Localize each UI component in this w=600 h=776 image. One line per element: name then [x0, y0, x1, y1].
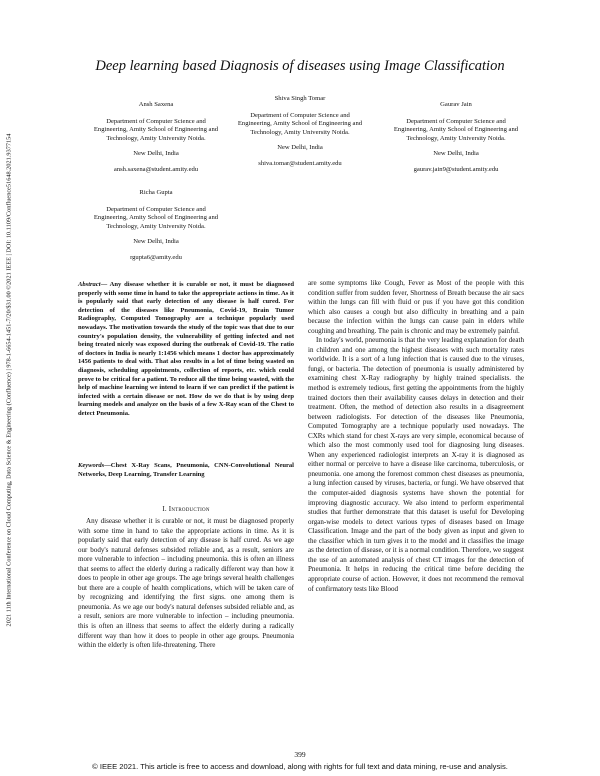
keywords	[78, 462, 294, 479]
author-affiliation: Department of Computer Science and Engineering, Amity School of Engineering and Technology, Amity University Noida.	[93, 117, 219, 142]
author-block	[92, 101, 220, 175]
author-block	[92, 189, 220, 263]
right-column	[308, 279, 524, 594]
author-name: Gaurav Jain	[440, 101, 472, 108]
author-email: shiva.tomar@student.amity.edu	[258, 159, 342, 167]
section-heading: I. Introduction	[162, 505, 210, 513]
author-city: New Delhi, India	[133, 150, 179, 158]
abstract-text: — Any disease whether it is curable or not, it must be diagnosed properly with some time in hand to take the appropriate actions in time. As it is popularly said that early detection of any disease is half cured. For detection of the diseases like Pneumonia, Covid-19, Brain Tumor Radiography, Computed Tomography are a technique popularly used nowadays. The motivation towards the study of the topic was that due to our country's population density, the vulnerability of getting infected and not being treated nicely was exposed during the outbreak of Covid-19. The ratio of doctors in India is nearly 1:1456 which means 1 doctor has approximately 1456 patients to deal with. That also results in a lot of time being wasted on diagnosis, scheduling appointments, collection of reports, etc. which could prove to be critical for a patient. To reduce all the time being wasted, with the help of machine learning we intend to learn if we can predict if the patient is infected with a certain disease or not. How do we do that is by using deep learning models and analyze on the basis of a few X-Ray scan of the Chest to detect Pneumonia.	[78, 281, 294, 417]
conference-sidebar	[2, 60, 16, 700]
author-name: Shiva Singh Tomar	[274, 95, 326, 102]
introduction-paragraph: Any disease whether it is curable or not, it must be diagnosed properly with some time in hand to take the appropriate actions in time. As it is popularly said that early detection of any disease is half cured. As we age our body's natural defenses subsided reliable and, as a result, seniors are more vulnerable to infection – including pneumonia. this is often an illness that seems to affect the elderly during a radically different way than how it does to people in other age groups. The age brings several health challenges but there are a couple of health complications, which will be taken care of by recognizing and identifying the first signs. one among them is pneumonia. As we age our body's natural defenses subsided reliable and, as a result, seniors are more vulnerable to infection – including pneumonia. this is often an illness that seems to affect the elderly during a radically different way than how it does to people in other age groups. Pneumonia within the elderly is often life-threatening. There	[78, 517, 294, 650]
author-city: New Delhi, India	[277, 144, 323, 152]
author-email: ansh.saxena@student.amity.edu	[113, 165, 199, 173]
conference-citation: 2021 11th International Conference on Cloud Computing, Data Science & Engineering (Confluence) | 978-1-6654-1451-7/20/$31.00 ©2021 IEEE | DOI: 10.1109/Confluence51648.2021.9377154	[5, 133, 13, 627]
author-block	[236, 95, 364, 169]
author-block	[392, 101, 520, 175]
author-city: New Delhi, India	[433, 150, 479, 158]
author-city: New Delhi, India	[133, 238, 179, 246]
author-name: Ansh Saxena	[138, 101, 174, 108]
author-affiliation: Department of Computer Science and Engineering, Amity School of Engineering and Technology, Amity University Noida.	[393, 117, 519, 142]
keywords-text: —Chest X-Ray Scans, Pneumonia, CNN-Convolutional Neural Networks, Deep Learning, Transfer Learning	[78, 462, 294, 478]
author-email: gaurav.jain9@student.amity.edu	[413, 165, 499, 173]
page-number: 399	[294, 750, 306, 759]
abstract	[78, 281, 294, 419]
body-paragraph: In today's world, pneumonia is that the very leading explanation for death in children and one among the highest diseases with such mortality rates worldwide. It is a sort of a lung infection that is caused due to the viruses, fungi, or bacteria. The detection of pneumonia is usually administered by examining chest X-Ray radiography by highly trained specialists. the method is extremely tedious, first getting the appointments from the highly trained doctors then their availability causes delays in detection and their treatment. Often, the method of detection also results in a disagreement between radiologists. For detection of the diseases like Pneumonia, Computed Tomography are a technique popularly used nowadays. The CXRs which stand for chest X-rays are very simple, economical because of which also the most commonly used tool for diagnosing lung diseases. When any experienced radiologist interprets an X-ray it is diagnosed as either normal or perceive to have a disease like carcinoma, tuberculosis, or pneumonia. one among the foremost common chest diseases as pneumonia, a lung infection caused by viruses, bacteria, or fungi. We have observed that the computer-aided diagnosis systems have shown the potential for improving diagnostic accuracy. We also intend to perform experimental studies that further demonstrate that this dataset is useful for Developing organ-wise models to detect various types of diseases based on Image Classification. Image and the part of the body given as input and given to the classifier which in turn gives it to the model and it classifies the image as the detection of disease, or it is a normal condition. Therefore, we suggest the use of an automated analysis of chest CT images for the detection of Pneumonia. It helps in reducing the critical time before deciding the appropriate course of action. However, it does not recommend the removal of confirmatory tests like Blood	[308, 336, 524, 593]
keywords-lead: Keywords	[78, 462, 105, 469]
author-affiliation: Department of Computer Science and Engineering, Amity School of Engineering and Technology, Amity University Noida.	[237, 111, 363, 136]
author-email: rgupta6@amity.edu	[130, 253, 182, 261]
body-paragraph: are some symptoms like Cough, Fever as Most of the people with this condition suffer from sudden fever, Shortness of Breath because the air sacs within the lungs can fill with fluid or pus if you have got this condition which also causes a cough but also difficulty in breathing and a pain because the infection within the lungs can cause pain in elders while coughing and breathing. The pain is chronic and may be extremely painful.	[308, 279, 524, 335]
author-affiliation: Department of Computer Science and Engineering, Amity School of Engineering and Technology, Amity University Noida.	[93, 205, 219, 230]
copyright-footer: © IEEE 2021. This article is free to access and download, along with rights for full text and data mining, re-use and analysis.	[92, 762, 508, 771]
author-name: Richa Gupta	[139, 189, 173, 196]
abstract-lead: Abstract	[78, 281, 101, 288]
paper-title: Deep learning based Diagnosis of diseases using Image Classification	[95, 58, 505, 74]
